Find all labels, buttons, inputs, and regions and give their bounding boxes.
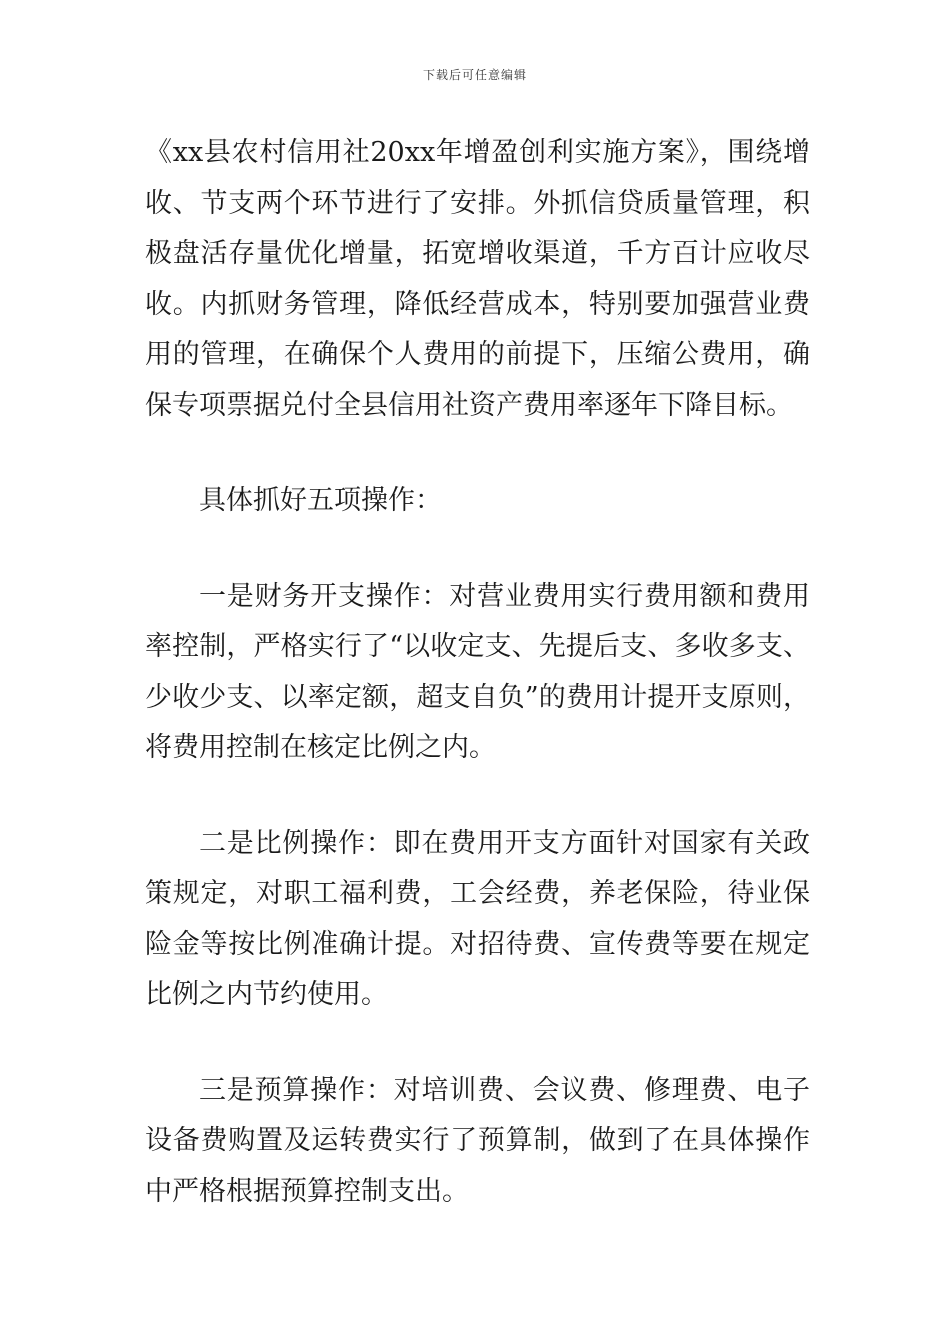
document-body	[145, 128, 810, 1217]
page-header-note: 下载后可任意编辑	[422, 68, 527, 82]
paragraph-intro: 《xx县农村信用社20xx年增盈创利实施方案》，围绕增收、节支两个环节进行了安排。外抓信贷质量管理，积极盘活存量优化增量，拓宽增收渠道，千方百计应收尽收。内抓财务管理，降低经营成本，特别要加强营业费用的管理，在确保个人费用的前提下，压缩公费用，确保专项票据兑付全县信用社资产费用率逐年下降目标。	[145, 137, 810, 421]
paragraph-budget-operation: 三是预算操作：对培训费、会议费、修理费、电子设备费购置及运转费实行了预算制，做到了在具体操作中严格根据预算控制支出。	[145, 1074, 810, 1207]
paragraph-financial-expense-operation: 一是财务开支操作：对营业费用实行费用额和费用率控制，严格实行了“以收定支、先提后支、多收多支、少收少支、以率定额，超支自负”的费用计提开支原则，将费用控制在核定比例之内。	[145, 580, 810, 763]
paragraph-ratio-operation: 二是比例操作：即在费用开支方面针对国家有关政策规定，对职工福利费，工会经费，养老保险，待业保险金等按比例准确计提。对招待费、宣传费等要在规定比例之内节约使用。	[145, 827, 810, 1010]
paragraph-five-operations: 具体抓好五项操作：	[199, 485, 442, 516]
